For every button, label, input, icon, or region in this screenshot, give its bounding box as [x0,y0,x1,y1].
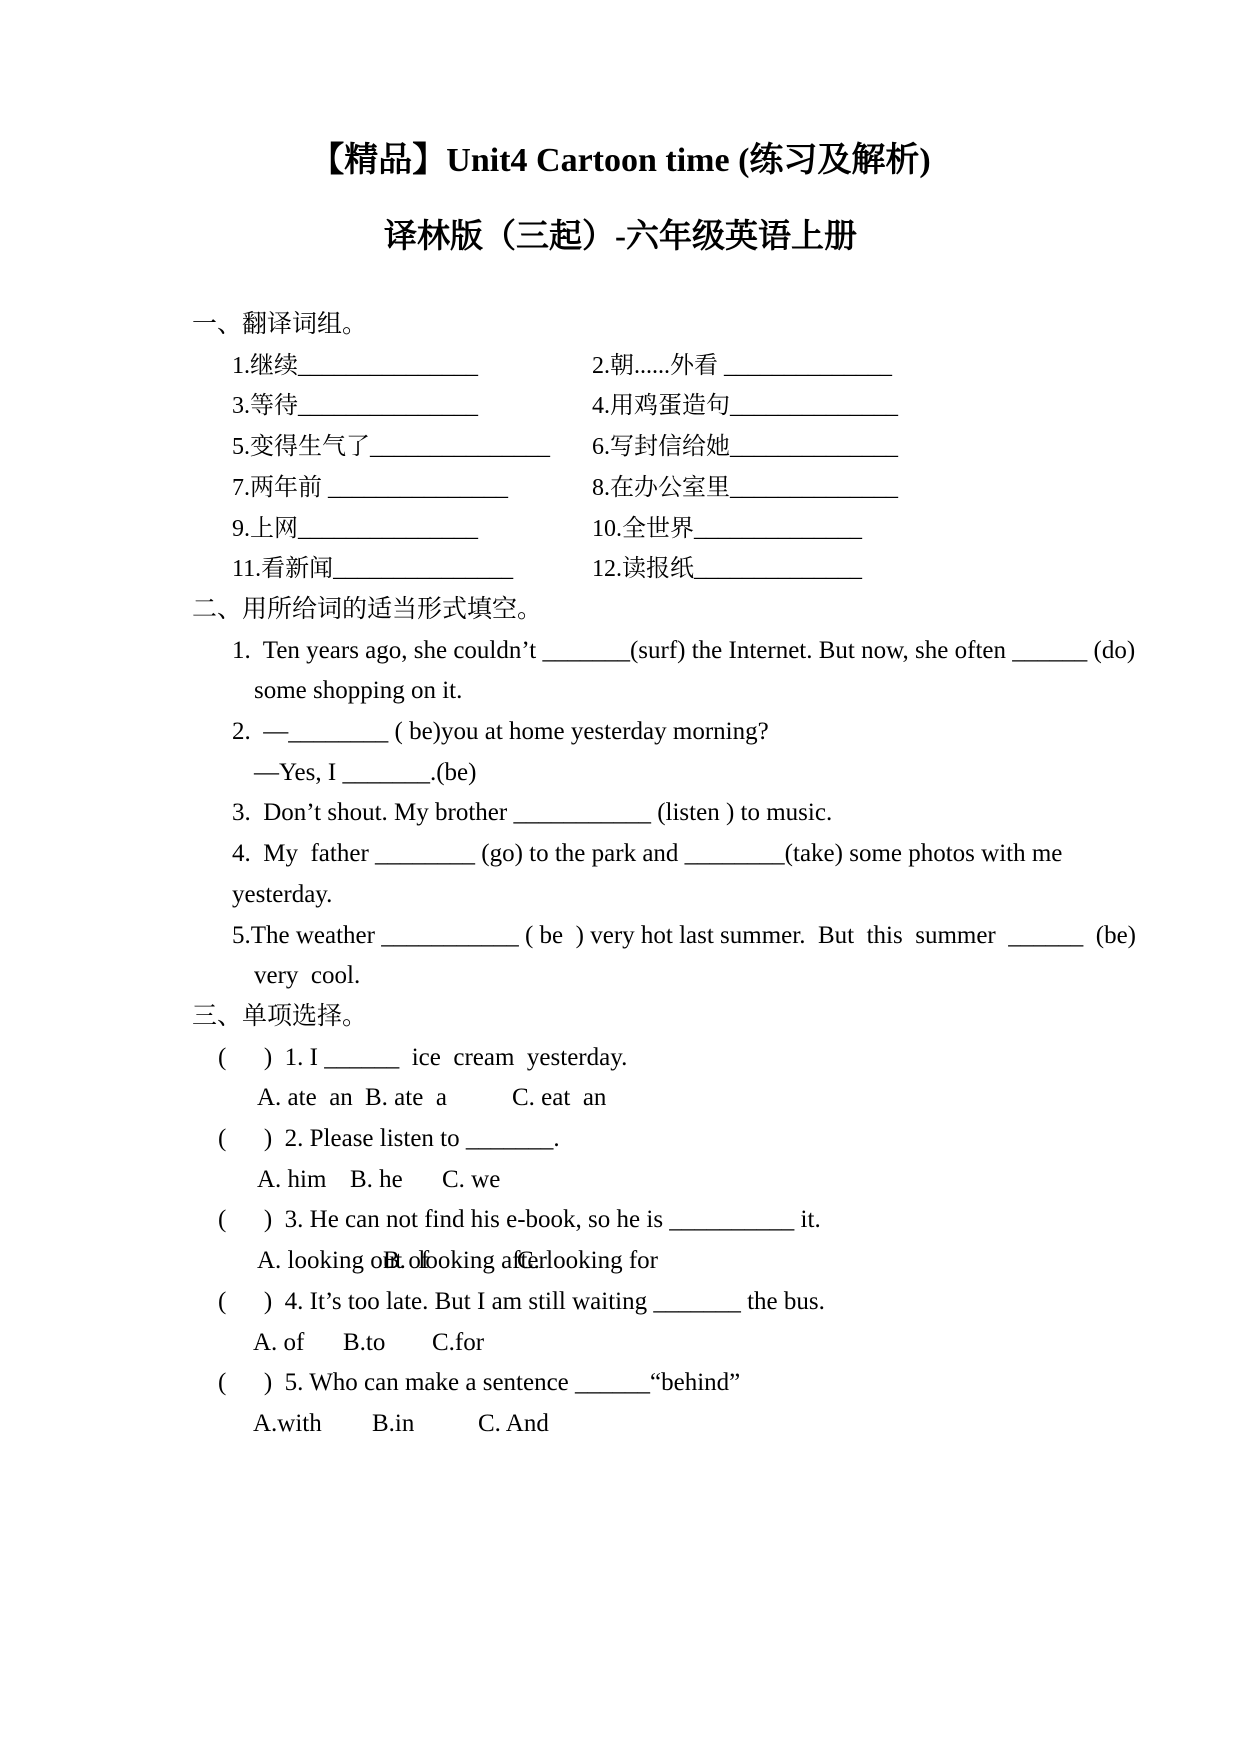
section-fill-heading: 二、用所给词的适当形式填空。 [192,595,543,623]
blank-line: ______________ [694,515,862,542]
option-b: B. looking after [383,1247,547,1275]
translation-item-3 [232,386,592,427]
worksheet-content [150,305,1191,1445]
options-row-1 [150,1078,1191,1119]
translation-item-6 [592,427,1191,468]
blank-line: ______________ [724,352,892,379]
fill-line-3: 2. —________ ( be)you at home yesterday morning? [232,718,769,746]
blank-line: _______________ [370,434,550,461]
option-c: C. looking for [517,1247,658,1275]
fill-line-7: yesterday. [232,880,333,908]
option-a: A.with [253,1409,322,1437]
options-row-4 [150,1323,1191,1364]
section-choice-heading: 三、单项选择。 [192,1002,368,1030]
option-b: B. he [350,1165,403,1193]
translation-item-label: 3.等待 [232,393,298,420]
option-b: B.to [343,1328,386,1356]
option-b: B.in [372,1409,415,1437]
blank-line: _______________ [298,393,478,420]
option-c: C.for [432,1328,485,1356]
fill-line-2: some shopping on it. [254,677,463,705]
question-line-3: ( ) 3. He can not find his e-book, so he is __________ it. [218,1206,821,1234]
question-line-5: ( ) 5. Who can make a sentence ______“behind” [218,1369,741,1397]
option-c: C. eat an [512,1084,607,1112]
fill-line-9: very cool. [254,962,361,990]
option-b: B. ate a [365,1084,447,1112]
translation-item-label: 5.变得生气了 [232,434,370,461]
fill-line-4: —Yes, I _______.(be) [254,758,477,786]
blank-line: _______________ [328,474,508,501]
translation-item-label: 9.上网 [232,515,298,542]
fill-line-6: 4. My father ________ (go) to the park and ________(take) some photos with me [232,840,1063,868]
translation-item-label: 7.两年前 [232,474,328,501]
blank-line: ______________ [730,474,898,501]
option-c: C. And [478,1409,549,1437]
translation-item-label: 4.用鸡蛋造句 [592,393,730,420]
fill-line-8: 5.The weather ___________ ( be ) very hot last summer. But this summer ______ (be) [232,921,1137,949]
translation-item-8 [592,468,1191,509]
translation-item-label: 10.全世界 [592,515,694,542]
translation-item-5 [232,427,592,468]
translation-item-1 [232,346,592,387]
option-c: C. we [442,1165,501,1193]
doc-subtitle: 译林版（三起）-六年级英语上册 [384,219,857,255]
translation-item-label: 6.写封信给她 [592,434,730,461]
translation-item-label: 11.看新闻 [232,556,334,583]
translation-item-4 [592,386,1191,427]
question-line-4: ( ) 4. It’s too late. But I am still waiting _______ the bus. [218,1287,825,1315]
translation-item-9 [232,509,592,550]
translation-grid [232,346,1191,590]
option-a: A. looking out of [257,1247,430,1275]
doc-title: 【精品】Unit4 Cartoon time (练习及解析) [310,142,931,179]
translation-item-10 [592,509,1191,550]
fill-line-1: 1. Ten years ago, she couldn’t _______(surf) the Internet. But now, she often ______ (do) [232,636,1136,664]
blank-line: _______________ [333,556,514,583]
fill-line-5: 3. Don’t shout. My brother ___________ (listen ) to music. [232,799,833,827]
translation-item-label: 8.在办公室里 [592,474,730,501]
translation-item-11 [232,549,592,590]
blank-line: _______________ [298,515,478,542]
translation-item-12 [592,549,1191,590]
translation-item-label: 2.朝......外看 [592,352,724,379]
translation-item-label: 1.继续 [232,352,298,379]
blank-line: ______________ [730,434,898,461]
translation-item-label: 12.读报纸 [592,556,694,583]
blank-line: ______________ [730,393,898,420]
translation-item-7 [232,468,592,509]
section-translation-heading: 一、翻译词组。 [192,311,368,338]
option-a: A. of [253,1328,305,1356]
options-row-2 [150,1160,1191,1201]
option-a: A. him [257,1165,327,1193]
blank-line: _______________ [298,352,478,379]
translation-item-2 [592,346,1191,387]
question-line-2: ( ) 2. Please listen to _______. [218,1125,560,1153]
options-row-3 [150,1241,1191,1282]
blank-line: ______________ [694,556,862,583]
question-line-1: ( ) 1. I ______ ice cream yesterday. [218,1043,628,1071]
option-a: A. ate an [257,1084,353,1112]
options-row-5 [150,1404,1191,1445]
